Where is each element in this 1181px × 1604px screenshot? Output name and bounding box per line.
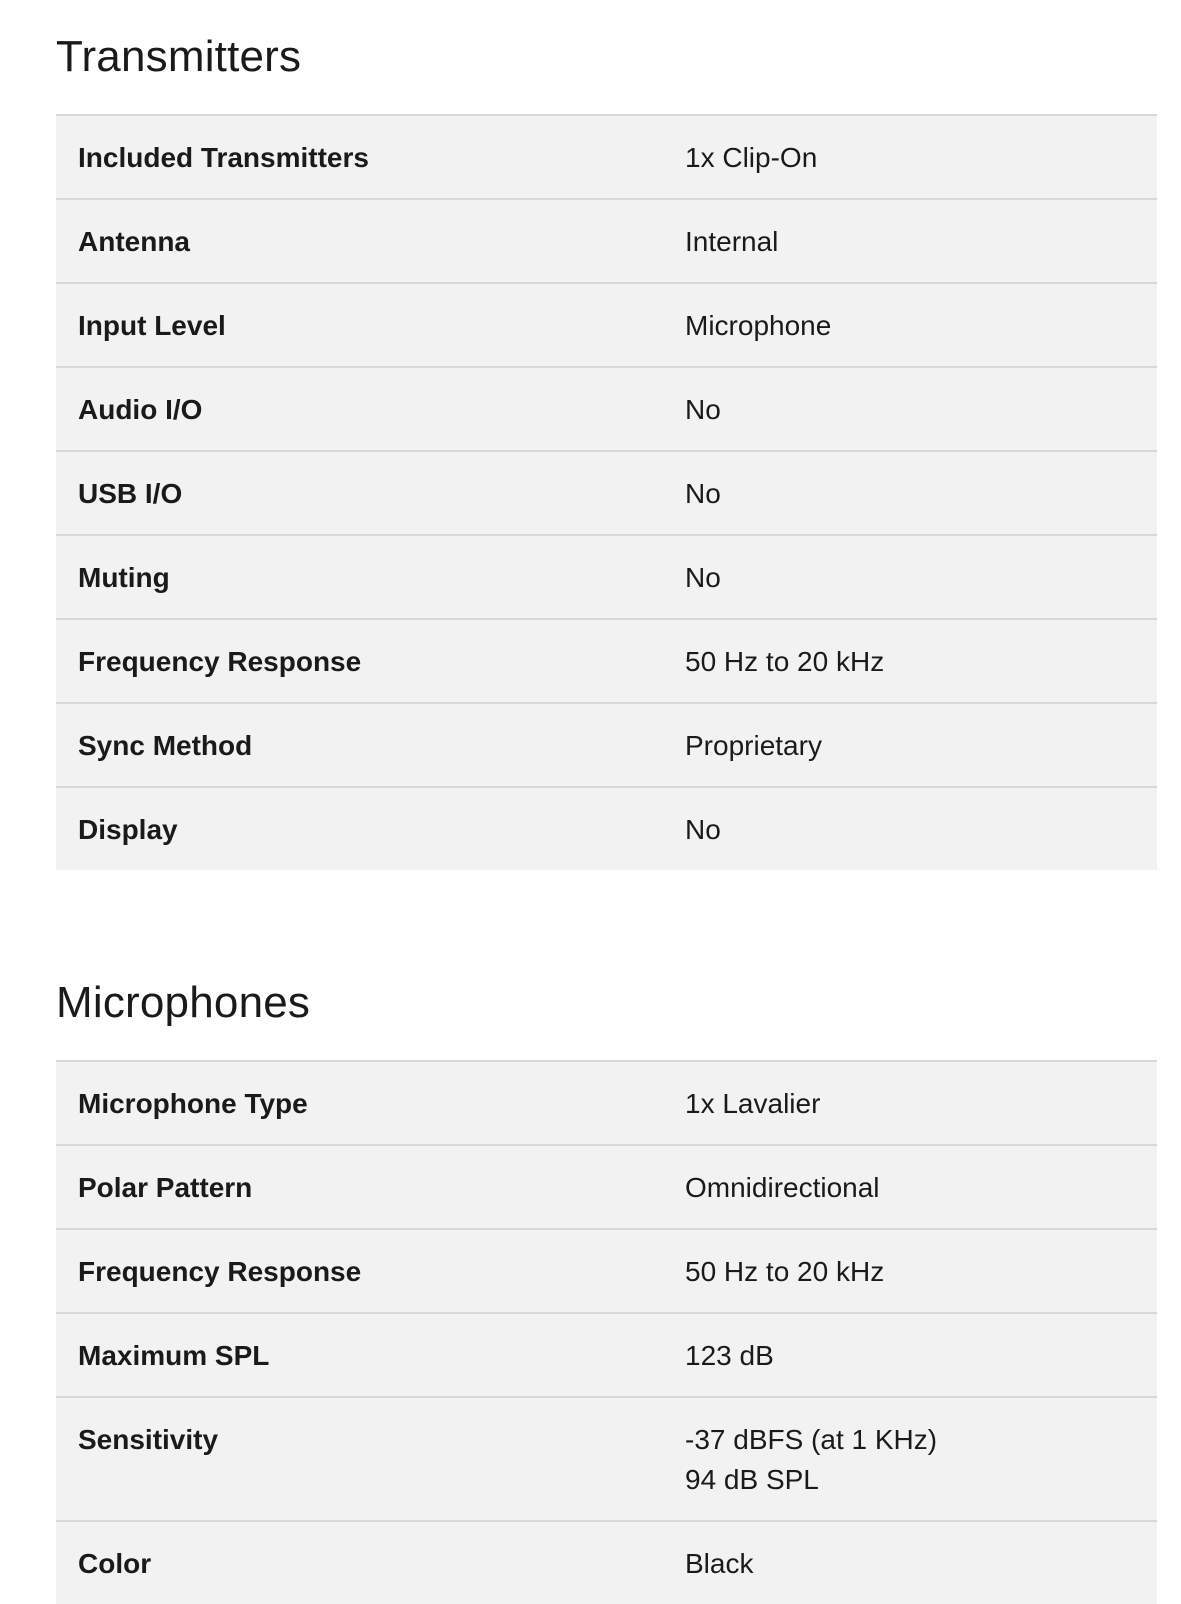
spec-label: Frequency Response xyxy=(78,1256,362,1287)
spec-label: Color xyxy=(78,1548,152,1579)
spec-value xyxy=(685,620,1157,702)
spec-label: Display xyxy=(78,814,178,845)
spec-value xyxy=(685,368,1157,450)
spec-value-line: 50 Hz to 20 kHz xyxy=(685,1256,885,1287)
spec-label: Antenna xyxy=(78,226,190,257)
spec-row xyxy=(56,200,1157,284)
spec-value xyxy=(685,116,1157,198)
spec-row xyxy=(56,1146,1157,1230)
spec-value-line: No xyxy=(685,394,721,425)
spec-sections xyxy=(56,0,1181,1604)
spec-value xyxy=(685,1230,1157,1312)
spec-value xyxy=(685,1398,1157,1520)
spec-value-line: Internal xyxy=(685,226,779,257)
spec-row xyxy=(56,1522,1157,1604)
spec-value xyxy=(685,788,1157,870)
spec-value-line: Omnidirectional xyxy=(685,1172,880,1203)
spec-row xyxy=(56,1398,1157,1522)
section-spacer xyxy=(56,870,1181,946)
section-title: Transmitters xyxy=(56,32,302,81)
spec-row xyxy=(56,1062,1157,1146)
spec-row xyxy=(56,116,1157,200)
spec-value-line: 50 Hz to 20 kHz xyxy=(685,646,885,677)
spec-label: Polar Pattern xyxy=(78,1172,253,1203)
spec-label: USB I/O xyxy=(78,478,183,509)
spec-value-line: -37 dBFS (at 1 KHz) xyxy=(685,1424,938,1455)
spec-label: Maximum SPL xyxy=(78,1340,270,1371)
spec-value-line: Black xyxy=(685,1548,754,1579)
spec-value-line: No xyxy=(685,814,721,845)
spec-value xyxy=(685,1314,1157,1396)
spec-value-line: No xyxy=(685,478,721,509)
spec-value-line: Microphone xyxy=(685,310,832,341)
spec-label: Sensitivity xyxy=(78,1424,219,1455)
spec-value xyxy=(685,1062,1157,1144)
spec-value-line: Proprietary xyxy=(685,730,822,761)
spec-row xyxy=(56,536,1157,620)
spec-label: Input Level xyxy=(78,310,226,341)
spec-label: Microphone Type xyxy=(78,1088,308,1119)
spec-value xyxy=(685,536,1157,618)
spec-row xyxy=(56,452,1157,536)
spec-row xyxy=(56,368,1157,452)
spec-value-line: 1x Lavalier xyxy=(685,1088,821,1119)
spec-value-line: 1x Clip-On xyxy=(685,142,818,173)
spec-row xyxy=(56,788,1157,870)
spec-row xyxy=(56,284,1157,368)
spec-label: Audio I/O xyxy=(78,394,203,425)
spec-row xyxy=(56,1314,1157,1398)
spec-value-line: 123 dB xyxy=(685,1340,774,1371)
spec-row xyxy=(56,704,1157,788)
spec-value-line: No xyxy=(685,562,721,593)
spec-value xyxy=(685,1522,1157,1604)
spec-label: Sync Method xyxy=(78,730,253,761)
spec-value xyxy=(685,452,1157,534)
spec-row xyxy=(56,620,1157,704)
spec-value xyxy=(685,284,1157,366)
spec-row xyxy=(56,1230,1157,1314)
spec-value-line: 94 dB SPL xyxy=(685,1464,819,1495)
spec-table xyxy=(56,114,1157,870)
spec-label: Frequency Response xyxy=(78,646,362,677)
section-title: Microphones xyxy=(56,978,311,1027)
spec-label: Muting xyxy=(78,562,170,593)
spec-table xyxy=(56,1060,1157,1604)
specs-page xyxy=(56,0,1181,1604)
spec-label: Included Transmitters xyxy=(78,142,369,173)
spec-value xyxy=(685,704,1157,786)
spec-value xyxy=(685,200,1157,282)
spec-value xyxy=(685,1146,1157,1228)
